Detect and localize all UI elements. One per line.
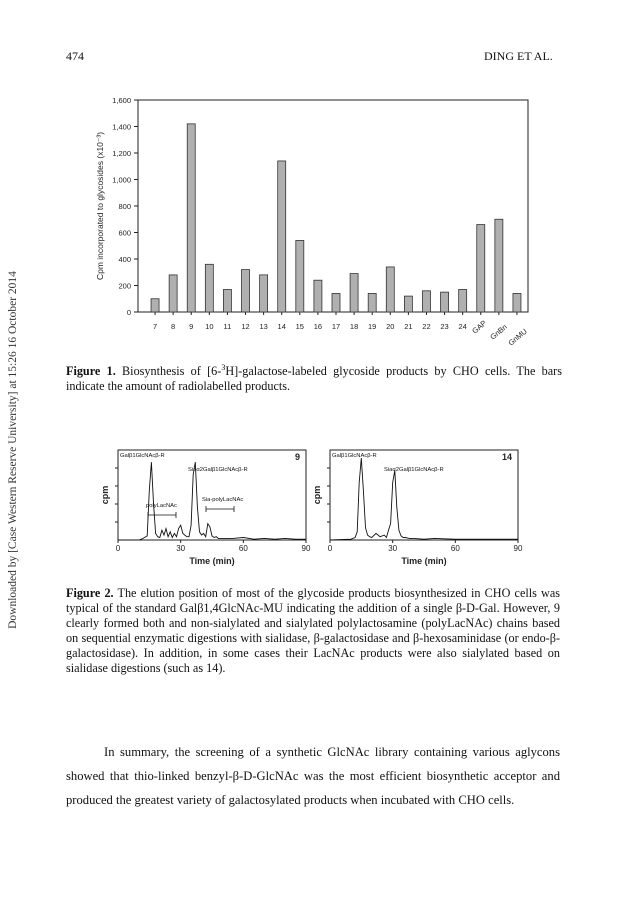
peak-annotation: Sia-polyLacNAc xyxy=(202,497,244,503)
x-tick-label: 30 xyxy=(388,544,398,553)
y-axis-label: cpm xyxy=(312,485,322,505)
figure2-chromatogram-9 xyxy=(88,440,320,570)
body-paragraph: In summary, the screening of a synthetic GlcNAc library containing various aglycons showed that thio-linked benzyl-β-D-GlcNAc was the most efficient biosynthetic acceptor and produced the greatest variety of galactosylated products when incubated with CHO cells. xyxy=(66,745,560,807)
x-tick-label: 90 xyxy=(513,544,523,553)
figure1-label: Figure 1. xyxy=(66,364,116,379)
figure2-caption xyxy=(66,586,560,676)
x-tick-label: 60 xyxy=(450,544,460,553)
bar xyxy=(296,240,304,312)
x-tick-label: GnMU xyxy=(506,326,529,348)
x-tick-label: 8 xyxy=(171,322,176,331)
bar xyxy=(187,124,195,312)
bar xyxy=(495,219,503,312)
bar xyxy=(242,270,250,312)
x-tick-label: 20 xyxy=(386,322,395,331)
peak-annotation: Galβ1GlcNAcβ-R xyxy=(332,453,377,459)
bar xyxy=(223,289,231,312)
page-number: 474 xyxy=(66,49,84,63)
y-axis-label: cpm xyxy=(100,485,110,505)
x-tick-label: 60 xyxy=(238,544,248,553)
bar xyxy=(350,274,358,312)
figure2-text: The elution position of most of the glycoside products biosynthesized in CHO cells was typical of the standard Galβ1,4GlcNAc-MU indicating the addition of a single β-D-Gal. However, 9 clearly formed both and non-sialylated and sialylated polylactosamine (polyLacNAc) chains based on sequential enzymatic digestions with sialidase, β-galactosidase and β-hexosaminidase (or endo-β-galactosidase). In addition, in some cases their LacNAc products were also sialylated based on sialidase digestions (such as 14). xyxy=(66,586,560,675)
panel-label: 14 xyxy=(501,452,512,462)
bar xyxy=(205,264,213,312)
bar xyxy=(151,299,159,312)
y-tick-label: 1,400 xyxy=(112,122,131,132)
y-tick-label: 600 xyxy=(118,228,131,238)
x-tick-label: 16 xyxy=(313,322,323,331)
x-tick-label: 15 xyxy=(295,322,304,331)
x-tick-label: 21 xyxy=(404,322,413,331)
bar xyxy=(314,280,322,312)
panel-label: 9 xyxy=(294,452,300,462)
x-tick-label: 18 xyxy=(349,322,359,331)
figure1-bar-chart xyxy=(88,90,548,352)
x-tick-label: 9 xyxy=(189,322,194,331)
y-tick-label: 200 xyxy=(118,281,131,291)
x-tick-label: 17 xyxy=(331,322,341,331)
peak-annotation: Siaα2Galβ1GlcNAcβ-R xyxy=(384,467,444,473)
peak-annotation: polyLacNAc xyxy=(146,503,177,509)
x-tick-label: 13 xyxy=(259,322,268,331)
bar xyxy=(477,225,485,312)
figure1-sup: 3 xyxy=(221,363,226,372)
x-tick-label: 22 xyxy=(422,322,431,331)
y-tick-label: 1,600 xyxy=(112,96,131,105)
peak-annotation: Siaα2Galβ1GlcNAcβ-R xyxy=(188,467,248,473)
x-axis-label: Time (min) xyxy=(189,556,235,566)
download-note: Downloaded by [Case Western Reserve University] at 15:26 16 October 2014 xyxy=(7,271,19,629)
x-tick-label: GAP xyxy=(470,318,489,336)
y-tick-label: 0 xyxy=(126,308,131,317)
x-tick-label: 10 xyxy=(205,322,214,331)
y-tick-label: 1,200 xyxy=(112,149,131,158)
x-tick-label: 11 xyxy=(223,322,232,331)
bar xyxy=(513,293,521,312)
x-tick-label: 12 xyxy=(241,322,250,331)
x-tick-label: 0 xyxy=(327,544,333,553)
bar xyxy=(332,293,340,312)
y-tick-label: 1,000 xyxy=(112,175,131,185)
bar xyxy=(459,289,467,312)
figure2-chromatogram-14 xyxy=(300,440,532,570)
x-tick-label: GnBn xyxy=(488,322,509,342)
bar xyxy=(441,292,449,312)
x-tick-label: 7 xyxy=(152,322,158,331)
bar xyxy=(386,267,394,312)
plot-frame xyxy=(118,450,306,540)
x-tick-label: 30 xyxy=(176,544,186,553)
figure1-text-2: H]-galactose-labeled glycoside products by CHO cells. The bars indicate the amount of radiolabelled products. xyxy=(66,364,562,394)
plot-frame xyxy=(330,450,518,540)
figure1-text-1: Biosynthesis of [6- xyxy=(115,364,222,379)
bar xyxy=(422,291,430,312)
x-tick-label: 19 xyxy=(368,322,377,331)
x-tick-label: 24 xyxy=(458,322,467,331)
y-axis-label: Cpm incorporated to glycosides (x10⁻³) xyxy=(95,131,105,281)
bar xyxy=(260,275,268,312)
bar xyxy=(404,296,412,312)
bar xyxy=(278,161,286,312)
x-tick-label: 90 xyxy=(301,544,311,553)
bar xyxy=(169,275,177,312)
figure2-label: Figure 2. xyxy=(66,586,114,600)
x-tick-label: 0 xyxy=(115,544,121,553)
peak-annotation: Galβ1GlcNAcβ-R xyxy=(120,453,165,459)
running-title: DING ET AL. xyxy=(484,49,553,63)
y-tick-label: 400 xyxy=(118,255,131,264)
x-axis-label: Time (min) xyxy=(401,556,447,566)
x-tick-label: 23 xyxy=(440,322,449,331)
y-tick-label: 800 xyxy=(118,202,131,211)
bar xyxy=(368,293,376,312)
figure1-caption xyxy=(66,360,562,394)
x-tick-label: 14 xyxy=(277,322,286,331)
plot-frame xyxy=(138,100,528,312)
